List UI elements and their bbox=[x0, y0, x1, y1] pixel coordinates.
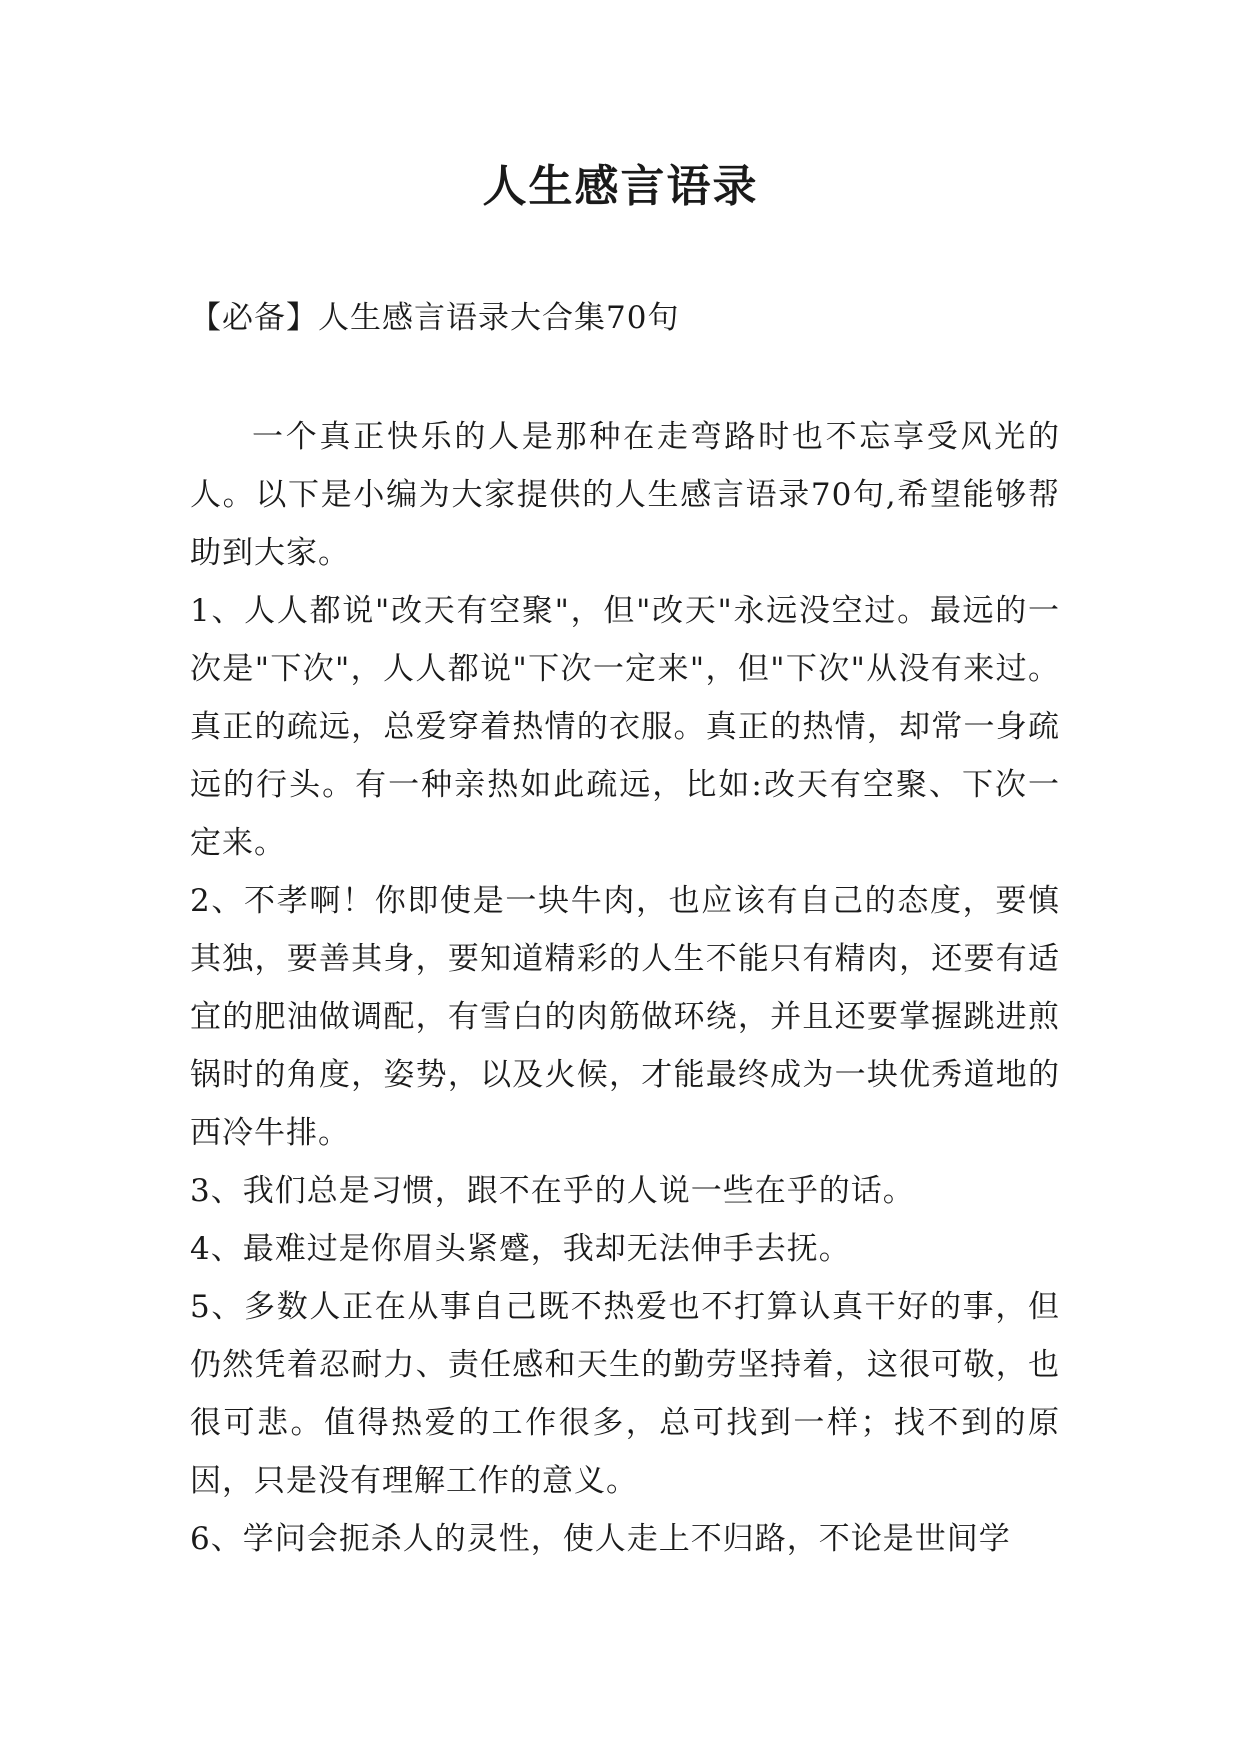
document-subtitle: 【必备】人生感言语录大合集70句 bbox=[190, 300, 680, 336]
quote-item-1: 1、人人都说"改天有空聚"，但"改天"永远没空过。最远的一次是"下次"，人人都说"下次一定来"，但"下次"从没有来过。真正的疏远，总爱穿着热情的衣服。真正的热情，却常一身疏远的行头。有一种亲热如此疏远，比如:改天有空聚、下次一定来。 bbox=[190, 593, 1060, 861]
quote-item-4: 4、最难过是你眉头紧蹙，我却无法伸手去抚。 bbox=[190, 1231, 851, 1267]
quote-item-2: 2、不孝啊！你即使是一块牛肉，也应该有自己的态度，要慎其独，要善其身，要知道精彩的人生不能只有精肉，还要有适宜的肥油做调配，有雪白的肉筋做环绕，并且还要掌握跳进煎锅时的角度，姿势，以及火候，才能最终成为一块优秀道地的西冷牛排。 bbox=[190, 883, 1060, 1151]
quote-item-5: 5、多数人正在从事自己既不热爱也不打算认真干好的事，但仍然凭着忍耐力、责任感和天生的勤劳坚持着，这很可敬，也很可悲。值得热爱的工作很多，总可找到一样；找不到的原因，只是没有理解工作的意义。 bbox=[190, 1289, 1060, 1499]
quote-item-3: 3、我们总是习惯，跟不在乎的人说一些在乎的话。 bbox=[190, 1173, 915, 1209]
document-title: 人生感言语录 bbox=[482, 161, 759, 212]
intro-paragraph: 一个真正快乐的人是那种在走弯路时也不忘享受风光的人。以下是小编为大家提供的人生感言语录70句,希望能够帮助到大家。 bbox=[190, 419, 1060, 571]
quote-item-6: 6、学问会扼杀人的灵性，使人走上不归路，不论是世间学 bbox=[190, 1521, 1011, 1557]
document-body bbox=[190, 408, 1060, 1568]
